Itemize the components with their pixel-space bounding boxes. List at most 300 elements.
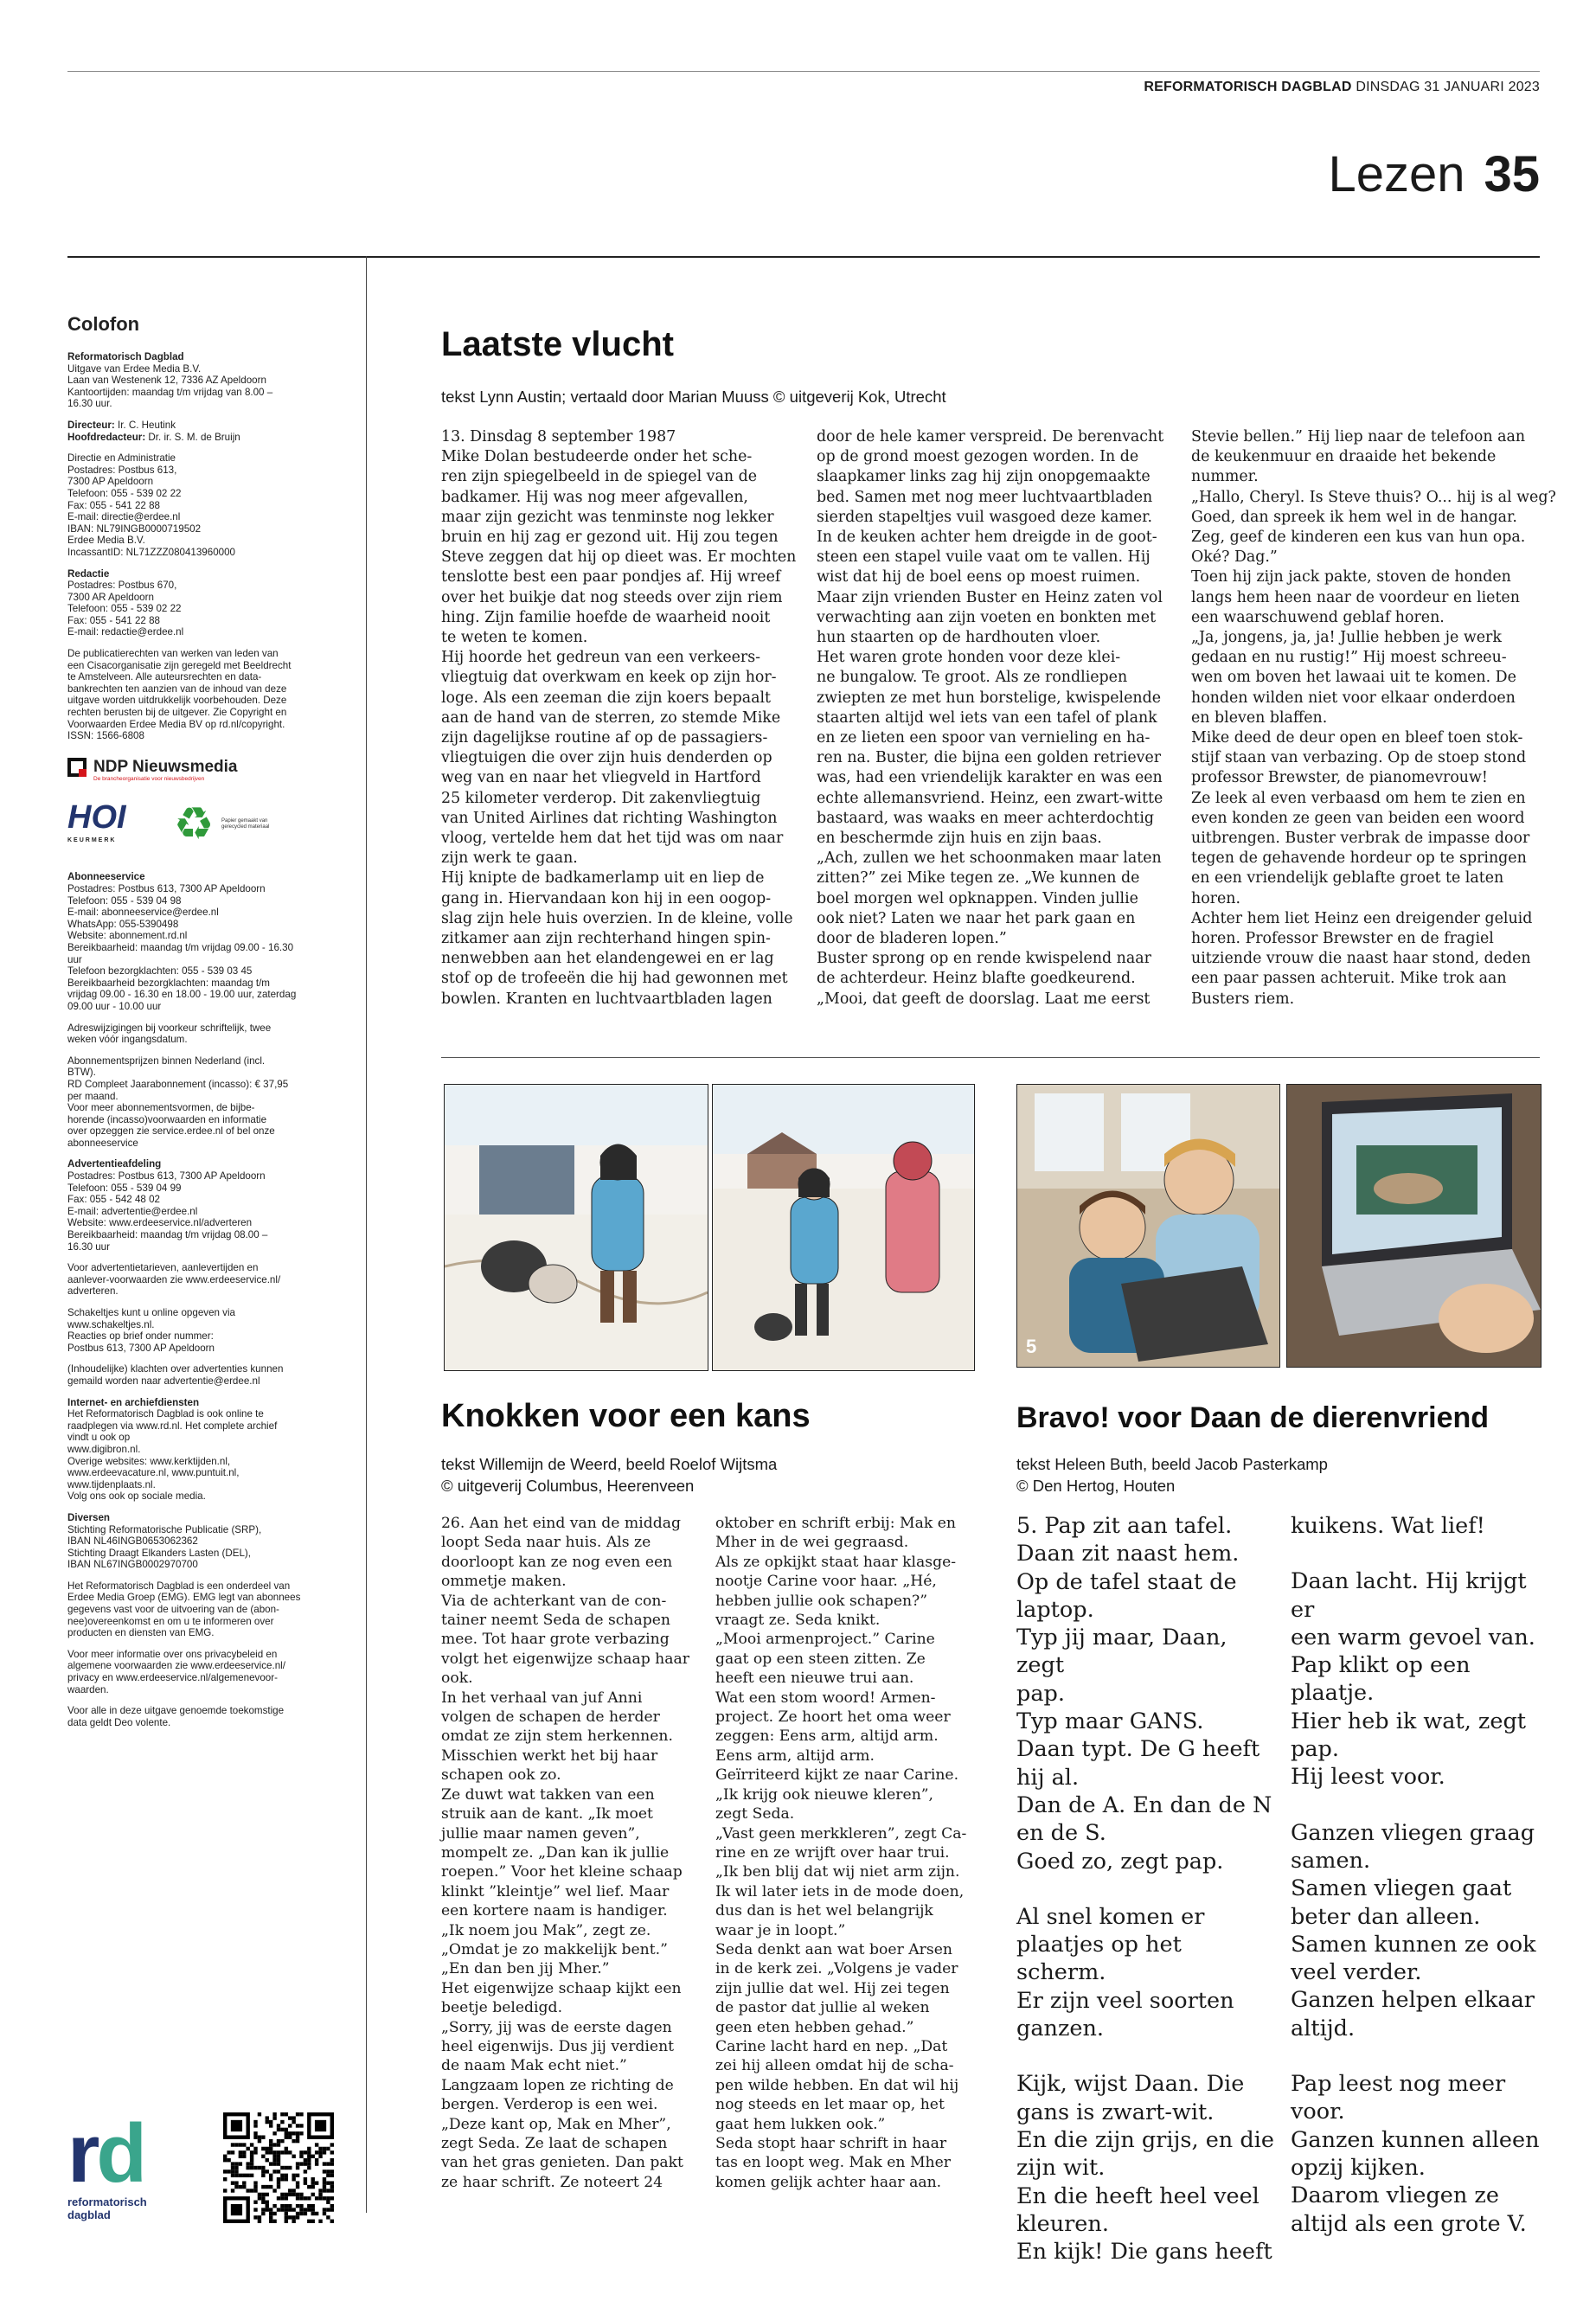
story2-title: Knokken voor een kans	[441, 1398, 811, 1434]
qr-module	[246, 2166, 249, 2170]
text-line: Daan zit naast hem.	[1016, 1541, 1240, 1567]
qr-module	[269, 2177, 272, 2181]
qr-module	[318, 2147, 322, 2150]
text-line: „En dan ben jij Mher.”	[441, 1960, 610, 1978]
qr-module	[299, 2162, 303, 2165]
colofon-line: Erdee Media Groep (EMG). EMG legt van abonnees	[67, 1592, 301, 1604]
text-line: bergen. Verderop is een wei.	[441, 2096, 658, 2114]
text-line: Hij knipte de badkamerlamp uit en liep de	[441, 869, 765, 888]
recycle-icon: ♻	[173, 799, 215, 850]
qr-module	[280, 2128, 284, 2131]
text-line: dus dan is het wel belangrijk	[715, 1902, 933, 1920]
qr-module	[296, 2196, 299, 2200]
qr-module	[318, 2193, 322, 2196]
qr-module	[323, 2177, 326, 2181]
text-line: „Deze kant op, Mak en Mher”,	[441, 2115, 671, 2133]
text-line: doorloopt kan ze nog even een	[441, 1553, 673, 1571]
text-line: plaatje.	[1291, 1680, 1375, 1707]
colofon-line: Stichting Draagt Elkanders Lasten (DEL),	[67, 1547, 252, 1559]
text-line: een paar passen achteruit. Mike trok aan	[1191, 970, 1507, 988]
colofon-line: Adreswijzigingen bij voorkeur schriftelijk, twee	[67, 1022, 272, 1034]
qr-module	[296, 2185, 299, 2189]
qr-module	[272, 2189, 276, 2192]
qr-module	[326, 2189, 330, 2192]
text-line: mompelt ze. „Dan kan ik jullie	[441, 1843, 670, 1862]
text-line: Het waren grote honden voor deze klei-	[817, 649, 1121, 667]
qr-module	[261, 2170, 265, 2173]
text-line: Achter hem liet Heinz een dreigender geluid	[1191, 909, 1533, 927]
qr-module	[296, 2112, 299, 2116]
qr-module	[242, 2155, 246, 2158]
qr-module	[266, 2170, 269, 2173]
colofon-line: Website: abonnement.rd.nl	[67, 930, 188, 942]
text-line: staarten altijd wel iets van een tafel of plank	[817, 708, 1157, 727]
text-line: bastaard, was waaks en meer achterdochtig	[817, 809, 1155, 827]
colofon-line: IncassantID: NL71ZZZ080413960000	[67, 546, 235, 558]
qr-module	[323, 2189, 326, 2192]
colofon-line: E-mail: advertentie@erdee.nl	[67, 1205, 198, 1217]
qr-module	[304, 2212, 307, 2215]
qr-module	[266, 2147, 269, 2150]
qr-module	[315, 2212, 318, 2215]
text-line: zegt Seda. Ze laat de schapen	[441, 2135, 668, 2152]
text-line: Seda stopt haar schrift in haar	[715, 2135, 947, 2152]
colofon-line: E-mail: directie@erdee.nl	[67, 511, 181, 523]
text-line: Busters riem.	[1191, 990, 1295, 1008]
qr-module	[285, 2196, 288, 2200]
colofon-line: Directie en Administratie	[67, 452, 176, 465]
colofon-line: Overige websites: www.kerktijden.nl,	[67, 1455, 231, 1467]
colofon-line: Reacties op brief onder nummer:	[67, 1330, 214, 1343]
text-line: ren zijn spiegelbeeld in de spiegel van de	[441, 468, 758, 486]
qr-module	[258, 2139, 261, 2143]
qr-module	[285, 2147, 288, 2150]
text-line: bruin en hij zag er gezond uit. Hij zou tegen	[441, 529, 779, 547]
text-line: In de keuken achter hem dreigde in de goot-	[817, 529, 1157, 547]
qr-module	[304, 2150, 307, 2154]
text-line: slag zijn hele huis overzien. In de kleine, volle	[441, 909, 793, 927]
text-line: „Ik noem jou Mak”, zegt ze.	[441, 1921, 651, 1939]
qr-module	[239, 2162, 242, 2165]
qr-module	[277, 2139, 280, 2143]
text-line: stijf staan van verbazing. Op de stoep stond	[1191, 749, 1527, 767]
text-line: Er zijn veel soorten	[1016, 1987, 1234, 2014]
text-line: nootje Carine voor haar. „Hé,	[715, 1573, 937, 1591]
qr-module	[330, 2189, 334, 2192]
text-line: Ganzen helpen elkaar	[1291, 1987, 1535, 2014]
qr-module	[299, 2196, 303, 2200]
qr-module	[269, 2147, 272, 2150]
text-line: geen eten hebben gehad.”	[715, 2018, 914, 2036]
paragraph	[1016, 1512, 1276, 1875]
text-line: zijn jullie dat wel. Hij zei tegen	[715, 1979, 950, 1997]
qr-module	[292, 2120, 295, 2124]
qr-module	[307, 2147, 311, 2150]
text-line: Als ze opkijkt staat haar klasge-	[715, 1553, 957, 1571]
top-rule	[67, 71, 1540, 72]
qr-module	[299, 2208, 303, 2211]
text-line: Typ maar GANS.	[1016, 1708, 1204, 1735]
colofon-line: WhatsApp: 055-5390498	[67, 918, 179, 930]
colofon-block	[67, 1397, 351, 1503]
qr-module	[315, 2143, 318, 2146]
colofon-line: Hoofdredacteur: Dr. ir. S. M. de Bruijn	[67, 431, 240, 443]
qr-module	[330, 2220, 334, 2223]
colofon-line: Schakeltjes kunt u online opgeven via	[67, 1307, 236, 1318]
text-line: horen.	[1191, 889, 1241, 907]
qr-module	[330, 2181, 334, 2184]
colofon-line: waarden.	[67, 1683, 109, 1695]
qr-module	[269, 2212, 272, 2215]
qr-module	[280, 2139, 284, 2143]
text-line: heel eigenwijs. Dus jij verdient	[441, 2037, 675, 2055]
qr-module	[315, 2162, 318, 2165]
colofon-line: RD Compleet Jaarabonnement (incasso): € 37,95	[67, 1078, 289, 1090]
text-line: nog steeds en let maar op, het	[715, 2096, 945, 2114]
text-line: ren na. Buster, die bijna een golden retriever	[817, 749, 1162, 767]
qr-module	[239, 2150, 242, 2154]
text-line: 26. Aan het eind van de middag	[441, 1515, 681, 1532]
qr-module	[304, 2177, 307, 2181]
text-line: 13. Dinsdag 8 september 1987	[441, 428, 676, 445]
qr-module	[223, 2177, 227, 2181]
qr-module	[299, 2131, 303, 2135]
text-line: omdat ze zijn stem herkennen.	[441, 1727, 673, 1746]
column-rule	[366, 256, 367, 2213]
qr-module	[315, 2196, 318, 2200]
qr-module	[311, 2220, 315, 2223]
colofon-line: Directeur: Ir. C. Heutink	[67, 419, 176, 431]
colofon-line: Fax: 055 - 541 22 88	[67, 499, 160, 511]
qr-module	[292, 2193, 295, 2196]
qr-module	[250, 2150, 253, 2154]
story2-credit-line-2: © uitgeverij Columbus, Heerenveen	[441, 1477, 695, 1495]
colofon-line: E-mail: redactie@erdee.nl	[67, 626, 184, 638]
qr-module	[277, 2177, 280, 2181]
story2-column-2	[715, 1514, 982, 2192]
qr-module	[311, 2177, 315, 2181]
text-line: boel morgen wel opknappen. Vinden jullie	[817, 889, 1138, 907]
qr-module	[311, 2155, 315, 2158]
qr-module	[288, 2131, 292, 2135]
qr-module	[326, 2170, 330, 2173]
qr-module	[234, 2143, 238, 2146]
text-line: „Vast geen merkkleren”, zegt Ca-	[715, 1824, 967, 1843]
qr-module	[292, 2155, 295, 2158]
qr-module	[250, 2162, 253, 2165]
colofon-heading: Reformatorisch Dagblad	[67, 351, 184, 362]
picture-book-panel-1	[1016, 1084, 1280, 1368]
text-line: laptop.	[1016, 1596, 1094, 1623]
qr-module	[258, 2215, 261, 2219]
comic-panel-1	[444, 1084, 708, 1371]
colofon-block	[67, 568, 351, 639]
qr-module	[330, 2208, 334, 2211]
qr-module	[266, 2158, 269, 2162]
colofon-blocks	[67, 351, 351, 742]
colofon-line: Postbus 613, 7300 AP Apeldoorn	[67, 1342, 215, 1354]
header-rule	[67, 256, 1540, 258]
colofon-line: Postadres: Postbus 613, 7300 AP Apeldoorn	[67, 1170, 266, 1183]
colofon-line: uitgave worden uitdrukkelijk voorbehouden. Deze	[67, 695, 287, 707]
qr-module	[250, 2155, 253, 2158]
text-line: Eens arm, altijd arm.	[715, 1747, 875, 1765]
qr-module	[299, 2150, 303, 2154]
qr-module	[288, 2124, 292, 2127]
qr-module	[296, 2131, 299, 2135]
text-line: ne bungalow. Te groot. Als ze rondliepen	[817, 669, 1128, 687]
qr-module	[304, 2158, 307, 2162]
qr-module	[261, 2196, 265, 2200]
qr-module	[277, 2162, 280, 2165]
qr-module	[223, 2189, 227, 2192]
colofon-block	[67, 420, 351, 443]
qr-code[interactable]	[223, 2112, 334, 2223]
text-line: rine en ze wrijft over haar trui.	[715, 1843, 950, 1862]
text-line: en ze lieten een spoor van vernieling en ha-	[817, 729, 1151, 747]
qr-module	[242, 2185, 246, 2189]
colofon	[67, 313, 351, 1738]
qr-module	[296, 2166, 299, 2170]
qr-module	[292, 2177, 295, 2181]
qr-module	[272, 2212, 276, 2215]
qr-module	[261, 2193, 265, 2196]
colofon-line: 16.30 uur.	[67, 398, 112, 410]
qr-module	[296, 2181, 299, 2184]
qr-module	[323, 2212, 326, 2215]
text-line: Dan de A. En dan de N	[1016, 1791, 1272, 1818]
qr-module	[307, 2150, 311, 2154]
qr-module	[315, 2150, 318, 2154]
qr-module	[253, 2131, 257, 2135]
text-line: tenslotte best een paar pondjes af. Hij wreef	[441, 568, 781, 586]
text-line: ommetje maken.	[441, 1573, 567, 1591]
qr-module	[311, 2185, 315, 2189]
qr-module	[277, 2185, 280, 2189]
qr-module	[246, 2162, 249, 2165]
qr-module	[307, 2158, 311, 2162]
text-line: zeggen: Eens arm, altijd arm.	[715, 1727, 939, 1746]
text-line: professor Brewster, de pianomevrouw!	[1191, 769, 1488, 787]
text-line: plaatjes op het scherm.	[1016, 1932, 1182, 1986]
qr-module	[285, 2212, 288, 2215]
text-line: Ik wil later iets in de mode doen,	[715, 1882, 965, 1900]
qr-finder	[231, 2204, 242, 2215]
text-line: Hij leest voor.	[1291, 1764, 1445, 1791]
rd-logo-caption-2: dagblad	[67, 2208, 111, 2221]
text-line: nenwebben aan het elandengewei en er lag	[441, 950, 774, 968]
qr-module	[231, 2166, 234, 2170]
colofon-line: Bereikbaarheid: maandag t/m vrijdag 08.00 –	[67, 1229, 268, 1241]
qr-module	[253, 2166, 257, 2170]
colofon-line: IBAN: NL79INGB0000719502	[67, 522, 202, 535]
qr-module	[311, 2204, 315, 2208]
colofon-line: Telefoon: 055 - 539 04 99	[67, 1182, 182, 1194]
qr-module	[280, 2150, 284, 2154]
text-line: Hier heb ik wat, zegt	[1291, 1708, 1527, 1734]
qr-module	[253, 2215, 257, 2219]
qr-module	[288, 2215, 292, 2219]
text-line: altijd.	[1291, 2015, 1356, 2041]
text-line: ook.	[441, 1670, 473, 1688]
text-line: „Mooi, dat geeft de doorslag. Laat me eerst	[817, 990, 1151, 1008]
text-line: horen. Professor Brewster en de fragiel	[1191, 930, 1494, 948]
text-line: En die heeft heel veel	[1016, 2182, 1259, 2209]
colofon-line: Telefoon: 055 - 539 02 22	[67, 603, 182, 615]
text-line: ze haar schrift. Ze noteert 24	[441, 2173, 663, 2191]
qr-module	[318, 2150, 322, 2154]
qr-module	[261, 2174, 265, 2177]
qr-module	[307, 2220, 311, 2223]
colofon-line: Postadres: Postbus 670,	[67, 580, 177, 592]
qr-module	[261, 2208, 265, 2211]
qr-module	[326, 2196, 330, 2200]
text-line: Typ jij maar, Daan, zegt	[1016, 1625, 1227, 1679]
qr-module	[280, 2193, 284, 2196]
colofon-line: Website: www.erdeeservice.nl/adverteren	[67, 1217, 253, 1229]
text-line: „Omdat je zo makkelijk bent.”	[441, 1940, 668, 1958]
story1-credit: tekst Lynn Austin; vertaald door Marian Muuss © uitgeverij Kok, Utrecht	[441, 388, 946, 406]
qr-module	[330, 2143, 334, 2146]
qr-module	[272, 2155, 276, 2158]
qr-module	[269, 2150, 272, 2154]
text-line: beter dan alleen.	[1291, 1903, 1481, 1930]
text-line: en bleven blaffen.	[1191, 708, 1328, 727]
rd-logo	[67, 2107, 180, 2221]
text-line: verwachting aan zijn voeten en bonkten met	[817, 608, 1157, 626]
colofon-line: een Cisacorganisatie zijn geregeld met Beeldrecht	[67, 659, 292, 671]
story3-credit-line-1: tekst Heleen Buth, beeld Jacob Pasterkamp	[1016, 1455, 1328, 1473]
qr-module	[304, 2162, 307, 2165]
text-line: Buster sprong op en rende kwispelend naar	[817, 950, 1151, 968]
qr-module	[296, 2212, 299, 2215]
text-line: Via de achterkant van de con-	[441, 1592, 667, 1610]
qr-module	[326, 2181, 330, 2184]
qr-module	[326, 2147, 330, 2150]
text-line: en de S.	[1016, 1820, 1106, 1847]
text-line: de keukenmuur en draaide het bekende	[1191, 448, 1497, 466]
text-line: weg van en naar het vliegveld in Hartford	[441, 769, 761, 787]
text-line: „Sorry, jij was de eerste dagen	[441, 2018, 672, 2036]
qr-module	[239, 2185, 242, 2189]
text-line: jullie maar namen geven”,	[441, 1824, 640, 1843]
colofon-line: Voor alle in deze uitgave genoemde toekomstige	[67, 1705, 285, 1717]
qr-module	[296, 2124, 299, 2127]
qr-module	[285, 2131, 288, 2135]
colofon-line: Erdee Media B.V.	[67, 535, 145, 547]
qr-module	[266, 2150, 269, 2154]
qr-module	[292, 2116, 295, 2119]
colofon-line: horende (incasso)voorwaarden en informatie	[67, 1113, 267, 1125]
text-line: op de grond moest gezogen worden. In de	[817, 448, 1139, 466]
qr-module	[272, 2131, 276, 2135]
text-line: hebben jullie ook schapen?”	[715, 1592, 928, 1610]
section-divider	[441, 1057, 1540, 1058]
text-line: Wat een stom woord! Armen-	[715, 1689, 936, 1707]
colofon-heading: Redactie	[67, 567, 110, 580]
colofon-line: Voor meer informatie over ons privacybeleid en	[67, 1648, 278, 1660]
qr-module	[242, 2143, 246, 2146]
qr-module	[323, 2185, 326, 2189]
recycle-text: Papier gemaakt van gerecycled materiaal	[221, 818, 270, 830]
text-line: Het eigenwijze schaap kijkt een	[441, 1979, 682, 1997]
qr-module	[285, 2135, 288, 2138]
paper-name: REFORMATORISCH DAGBLAD	[1144, 80, 1352, 94]
colofon-line: bankrechten ten aanzien van de inhoud van deze	[67, 683, 287, 695]
ndp-mark-icon	[67, 758, 87, 777]
colofon-line: Volg ons ook op sociale media.	[67, 1490, 206, 1503]
qr-module	[266, 2201, 269, 2204]
text-line: een warm gevoel van.	[1291, 1624, 1535, 1650]
qr-module	[280, 2174, 284, 2177]
qr-module	[315, 2181, 318, 2184]
qr-module	[318, 2220, 322, 2223]
qr-module	[304, 2181, 307, 2184]
picture-book-page-number: 5	[1026, 1336, 1037, 1357]
qr-module	[288, 2116, 292, 2119]
qr-module	[258, 2166, 261, 2170]
qr-module	[292, 2189, 295, 2192]
text-line: Mike deed de deur open en bleef toen stok-	[1191, 729, 1523, 747]
colofon-line: www.digibron.nl.	[67, 1443, 141, 1455]
qr-module	[234, 2181, 238, 2184]
text-line: te weten te komen.	[441, 629, 588, 647]
colofon-block	[67, 1705, 351, 1728]
qr-module	[253, 2208, 257, 2211]
text-line: volgt het eigenwijze schaap haar	[441, 1650, 689, 1668]
colofon-line: nee)overeenkomst en om u te informeren over	[67, 1615, 274, 1627]
qr-module	[285, 2177, 288, 2181]
qr-module	[261, 2185, 265, 2189]
qr-module	[261, 2201, 265, 2204]
colofon-line: Abonnementsprijzen binnen Nederland (incl.	[67, 1054, 266, 1067]
text-line: bowlen. Kranten en luchtvaartbladen lagen	[441, 990, 772, 1008]
qr-module	[250, 2189, 253, 2192]
qr-module	[280, 2204, 284, 2208]
story1-column-1	[441, 427, 806, 1009]
text-line: Op de tafel staat de	[1016, 1568, 1237, 1595]
colofon-line: ISSN: 1566-6808	[67, 730, 144, 742]
text-line: altijd als een grote V.	[1291, 2210, 1527, 2237]
colofon-line: uur	[67, 953, 82, 965]
colofon-block	[67, 1363, 351, 1387]
text-line: Daan typt. De G heeft	[1016, 1736, 1260, 1763]
colofon-block	[67, 1055, 351, 1150]
story3-column-2	[1291, 1512, 1550, 2238]
text-line: Ganzen kunnen alleen	[1291, 2126, 1540, 2153]
text-line: Mike Dolan bestudeerde onder het sche-	[441, 448, 753, 466]
qr-module	[323, 2181, 326, 2184]
qr-module	[253, 2124, 257, 2127]
text-line: pap.	[1016, 1680, 1065, 1707]
text-line: Misschien werkt het bij haar	[441, 1747, 658, 1765]
qr-module	[277, 2170, 280, 2173]
qr-module	[318, 2196, 322, 2200]
qr-module	[288, 2135, 292, 2138]
qr-module	[296, 2135, 299, 2138]
qr-module	[253, 2189, 257, 2192]
text-line: een kortere naam is handiger.	[441, 1902, 668, 1920]
colofon-line: raadplegen via www.rd.nl. Het complete archief	[67, 1420, 278, 1432]
text-line: de achterdeur. Heinz blafte goedkeurend.	[817, 970, 1136, 988]
section-name: Lezen	[1328, 146, 1465, 202]
colofon-line: data geldt Deo volente.	[67, 1716, 171, 1728]
text-line: „Ja, jongens, ja, ja! Jullie hebben je werk	[1191, 629, 1502, 647]
qr-module	[288, 2204, 292, 2208]
qr-module	[296, 2204, 299, 2208]
qr-module	[292, 2220, 295, 2223]
qr-module	[231, 2170, 234, 2173]
